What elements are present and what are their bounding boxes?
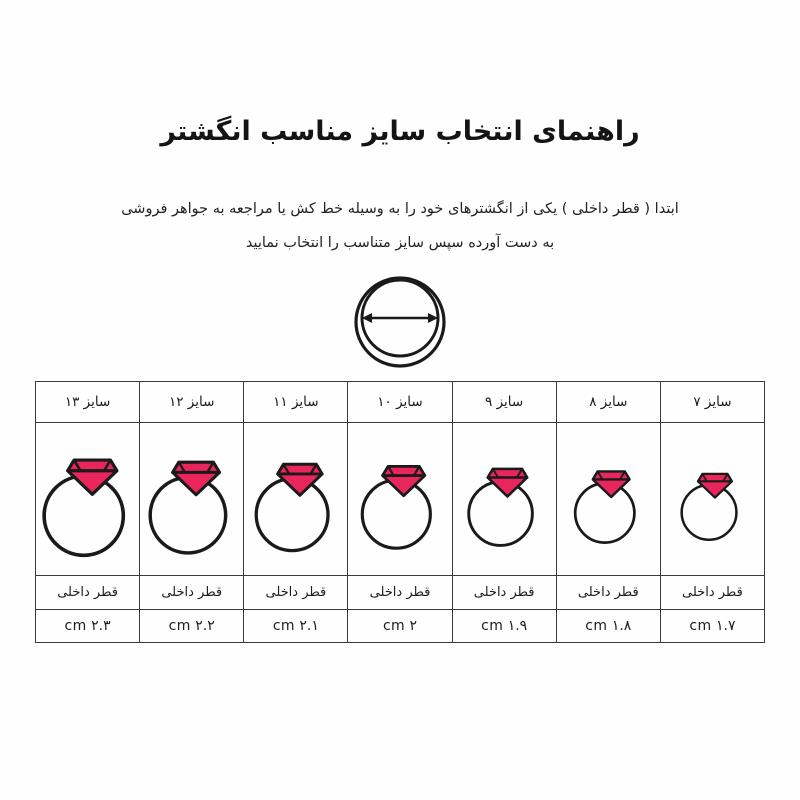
- cell-size-4: سایز ۱۱: [244, 382, 348, 423]
- ring-icon-size-8: [557, 423, 660, 575]
- cell-value-4: ۲.۱ cm: [244, 610, 348, 643]
- ring-size-table: [35, 381, 765, 643]
- diameter-diagram: [0, 272, 800, 372]
- gem-icon: [698, 474, 732, 498]
- cell-label-6: قطر داخلی: [36, 576, 140, 610]
- ring-diameter-svg: [340, 272, 460, 372]
- gem-icon: [172, 462, 219, 495]
- ring-icon-size-9: [453, 423, 556, 575]
- gem-icon: [67, 460, 116, 494]
- table-row-values: [36, 610, 765, 643]
- cell-label-0: قطر داخلی: [660, 576, 764, 610]
- ring-icon-size-12: [142, 429, 242, 569]
- cell-ring-1: [556, 423, 660, 576]
- cell-size-5: سایز ۱۲: [140, 382, 244, 423]
- cell-ring-3: [348, 423, 452, 576]
- cell-label-1: قطر داخلی: [556, 576, 660, 610]
- instructions-line-1: ابتدا ( قطر داخلی ) یکی از انگشترهای خود را به وسیله خط کش یا مراجعه به جواهر فروشی: [121, 201, 679, 217]
- ring-icon-size-10: [348, 423, 451, 575]
- cell-ring-6: [36, 423, 140, 576]
- gem-icon: [593, 471, 630, 497]
- instructions-line-2: به دست آورده سپس سایز متناسب را انتخاب نمایید: [245, 235, 555, 251]
- cell-value-5: ۲.۲ cm: [140, 610, 244, 643]
- cell-size-1: سایز ۸: [556, 382, 660, 423]
- instructions-text: [0, 192, 800, 260]
- cell-value-1: ۱.۸ cm: [556, 610, 660, 643]
- gem-icon: [488, 469, 528, 497]
- cell-size-6: سایز ۱۳: [36, 382, 140, 423]
- size-table-container: [35, 381, 765, 643]
- cell-label-5: قطر داخلی: [140, 576, 244, 610]
- ring-icon-size-12: [140, 423, 243, 575]
- ring-icon-size-8: [558, 429, 658, 569]
- cell-label-4: قطر داخلی: [244, 576, 348, 610]
- page-title: راهنمای انتخاب سایز مناسب انگشتر: [160, 116, 640, 147]
- table-row-ring-icons: [36, 423, 765, 576]
- table-row-sizes: [36, 382, 765, 423]
- ring-icon-size-9: [454, 429, 554, 569]
- cell-ring-2: [452, 423, 556, 576]
- cell-ring-4: [244, 423, 348, 576]
- cell-label-3: قطر داخلی: [348, 576, 452, 610]
- cell-value-3: ۲ cm: [348, 610, 452, 643]
- cell-size-3: سایز ۱۰: [348, 382, 452, 423]
- ring-icon-size-13: [36, 423, 139, 575]
- ring-icon-size-7: [662, 429, 762, 569]
- ring-icon-size-10: [350, 429, 450, 569]
- diameter-arrow-icon: [362, 313, 438, 323]
- cell-value-6: ۲.۳ cm: [36, 610, 140, 643]
- cell-value-0: ۱.۷ cm: [660, 610, 764, 643]
- cell-ring-5: [140, 423, 244, 576]
- cell-ring-0: [660, 423, 764, 576]
- cell-label-2: قطر داخلی: [452, 576, 556, 610]
- ring-outer-circle: [356, 278, 444, 366]
- ring-icon-size-7: [661, 423, 764, 575]
- ring-icon-size-11: [244, 423, 347, 575]
- ring-icon-size-11: [246, 429, 346, 569]
- cell-value-2: ۱.۹ cm: [452, 610, 556, 643]
- ring-icon-size-13: [38, 429, 138, 569]
- gem-icon: [383, 466, 425, 495]
- cell-size-0: سایز ۷: [660, 382, 764, 423]
- gem-icon: [277, 464, 322, 495]
- table-row-labels: [36, 576, 765, 610]
- cell-size-2: سایز ۹: [452, 382, 556, 423]
